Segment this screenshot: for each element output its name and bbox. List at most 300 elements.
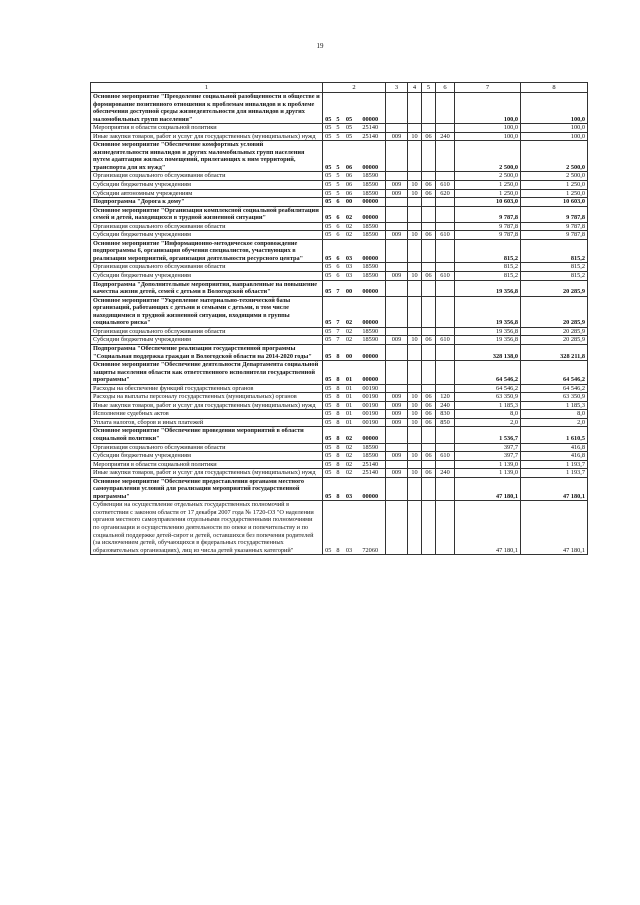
code-direction-cell: 25140	[356, 460, 386, 469]
code-program-cell: 05	[323, 393, 334, 402]
code-subprogram-cell: 6	[334, 206, 343, 222]
code-direction-cell: 00000	[356, 344, 386, 360]
code-subprogram-cell: 5	[334, 172, 343, 181]
subsection-code-cell: 06	[422, 181, 436, 190]
code-direction-cell: 00190	[356, 393, 386, 402]
subsection-code-cell	[422, 344, 436, 360]
department-code-cell	[386, 93, 408, 124]
expense-type-cell: 120	[436, 393, 455, 402]
amount-year1-cell: 10 603,0	[455, 198, 521, 207]
department-code-cell: 009	[386, 410, 408, 419]
amount-year1-cell: 100,0	[455, 132, 521, 141]
amount-year1-cell: 64 546,2	[455, 361, 521, 385]
code-program-cell: 05	[323, 222, 334, 231]
code-event-cell: 02	[343, 452, 356, 461]
amount-year1-cell: 19 356,8	[455, 280, 521, 296]
subsection-code-cell	[422, 222, 436, 231]
budget-table	[90, 82, 588, 555]
expense-type-cell: 850	[436, 418, 455, 427]
amount-year2-cell: 8,0	[521, 410, 588, 419]
expense-type-cell	[436, 198, 455, 207]
expense-type-cell	[436, 141, 455, 172]
amount-year2-cell: 9 787,8	[521, 231, 588, 240]
amount-year1-cell: 1 250,0	[455, 181, 521, 190]
code-direction-cell: 25140	[356, 124, 386, 133]
section-code-cell: 10	[408, 336, 422, 345]
code-subprogram-cell: 5	[334, 189, 343, 198]
amount-year1-cell: 100,0	[455, 124, 521, 133]
section-code-cell	[408, 239, 422, 263]
code-subprogram-cell: 6	[334, 198, 343, 207]
subsection-code-cell: 06	[422, 336, 436, 345]
table-row	[91, 189, 588, 198]
code-event-cell: 02	[343, 222, 356, 231]
row-name-cell: Основное мероприятие "Обеспечение предоставления органами местного самоуправления условий для реализации мероприятий государственной программы"	[91, 477, 323, 501]
table-row	[91, 501, 588, 555]
expense-type-cell: 610	[436, 181, 455, 190]
row-name-cell: Субсидии бюджетным учреждениям	[91, 336, 323, 345]
code-event-cell: 02	[343, 427, 356, 443]
row-name-cell: Организация социального обслуживания области	[91, 327, 323, 336]
expense-type-cell	[436, 93, 455, 124]
row-name-cell: Организация социального обслуживания области	[91, 172, 323, 181]
code-direction-cell: 00000	[356, 280, 386, 296]
code-direction-cell: 18590	[356, 263, 386, 272]
department-code-cell: 009	[386, 272, 408, 281]
expense-type-cell	[436, 172, 455, 181]
row-name-cell: Иные закупки товаров, работ и услуг для государственных (муниципальных) нужд	[91, 469, 323, 478]
table-row	[91, 401, 588, 410]
code-direction-cell: 00190	[356, 384, 386, 393]
row-name-cell: Основное мероприятие "Преодоление социальной разобщенности в обществе и формирование позитивного отношения к проблемам инвалидов и к проблеме обеспечения доступной среды жизнедеятельности для инвалидов и других маломобильных групп населения"	[91, 93, 323, 124]
code-program-cell: 05	[323, 336, 334, 345]
code-program-cell: 05	[323, 124, 334, 133]
section-code-cell	[408, 124, 422, 133]
code-event-cell: 03	[343, 501, 356, 555]
section-code-cell	[408, 222, 422, 231]
subsection-code-cell	[422, 263, 436, 272]
subsection-code-cell	[422, 124, 436, 133]
code-direction-cell: 18590	[356, 222, 386, 231]
department-code-cell: 009	[386, 132, 408, 141]
code-event-cell: 06	[343, 141, 356, 172]
amount-year1-cell: 9 787,8	[455, 231, 521, 240]
section-code-cell	[408, 327, 422, 336]
section-code-cell: 10	[408, 181, 422, 190]
code-subprogram-cell: 8	[334, 452, 343, 461]
code-subprogram-cell: 8	[334, 401, 343, 410]
expense-type-cell	[436, 124, 455, 133]
department-code-cell	[386, 460, 408, 469]
amount-year2-cell: 416,8	[521, 452, 588, 461]
code-event-cell: 01	[343, 361, 356, 385]
code-program-cell: 05	[323, 272, 334, 281]
department-code-cell: 009	[386, 231, 408, 240]
code-event-cell: 05	[343, 132, 356, 141]
code-program-cell: 05	[323, 93, 334, 124]
amount-year1-cell: 8,0	[455, 410, 521, 419]
code-event-cell: 03	[343, 239, 356, 263]
code-direction-cell: 18590	[356, 181, 386, 190]
subsection-code-cell: 06	[422, 393, 436, 402]
section-code-cell	[408, 141, 422, 172]
department-code-cell	[386, 280, 408, 296]
subsection-code-cell: 06	[422, 469, 436, 478]
department-code-cell	[386, 263, 408, 272]
department-code-cell	[386, 384, 408, 393]
table-row	[91, 344, 588, 360]
amount-year1-cell: 64 546,2	[455, 384, 521, 393]
header-cell: 6	[436, 83, 455, 93]
table-row	[91, 477, 588, 501]
subsection-code-cell	[422, 427, 436, 443]
code-direction-cell: 18590	[356, 272, 386, 281]
expense-type-cell	[436, 327, 455, 336]
code-subprogram-cell: 8	[334, 418, 343, 427]
department-code-cell	[386, 344, 408, 360]
code-program-cell: 05	[323, 384, 334, 393]
code-program-cell: 05	[323, 410, 334, 419]
subsection-code-cell	[422, 198, 436, 207]
code-program-cell: 05	[323, 443, 334, 452]
expense-type-cell	[436, 344, 455, 360]
code-direction-cell: 25140	[356, 132, 386, 141]
code-direction-cell: 00000	[356, 93, 386, 124]
row-name-cell: Подпрограмма "Дополнительные мероприятия, направленные на повышение качества жизни детей, семей с детьми в Вологодской области"	[91, 280, 323, 296]
subsection-code-cell	[422, 460, 436, 469]
code-subprogram-cell: 6	[334, 263, 343, 272]
subsection-code-cell: 06	[422, 132, 436, 141]
subsection-code-cell: 06	[422, 272, 436, 281]
section-code-cell: 10	[408, 132, 422, 141]
code-direction-cell: 00000	[356, 141, 386, 172]
code-program-cell: 05	[323, 418, 334, 427]
table-row	[91, 124, 588, 133]
department-code-cell	[386, 296, 408, 327]
expense-type-cell: 240	[436, 469, 455, 478]
code-program-cell: 05	[323, 401, 334, 410]
table-row	[91, 452, 588, 461]
amount-year2-cell: 64 546,2	[521, 384, 588, 393]
code-event-cell: 02	[343, 336, 356, 345]
expense-type-cell	[436, 206, 455, 222]
subsection-code-cell	[422, 280, 436, 296]
amount-year2-cell: 20 285,9	[521, 336, 588, 345]
expense-type-cell	[436, 222, 455, 231]
amount-year1-cell: 1 536,7	[455, 427, 521, 443]
section-code-cell	[408, 198, 422, 207]
table-header-row	[91, 83, 588, 93]
header-cell: 4	[408, 83, 422, 93]
amount-year1-cell: 815,2	[455, 239, 521, 263]
code-direction-cell: 00000	[356, 206, 386, 222]
code-direction-cell: 00190	[356, 410, 386, 419]
header-cell: 1	[91, 83, 323, 93]
code-subprogram-cell: 8	[334, 469, 343, 478]
code-program-cell: 05	[323, 452, 334, 461]
table-row	[91, 172, 588, 181]
expense-type-cell: 620	[436, 189, 455, 198]
expense-type-cell	[436, 361, 455, 385]
expense-type-cell: 240	[436, 132, 455, 141]
amount-year1-cell: 397,7	[455, 443, 521, 452]
subsection-code-cell: 06	[422, 452, 436, 461]
code-program-cell: 05	[323, 198, 334, 207]
section-code-cell	[408, 501, 422, 555]
section-code-cell	[408, 477, 422, 501]
code-direction-cell: 00190	[356, 418, 386, 427]
section-code-cell: 10	[408, 231, 422, 240]
row-name-cell: Основное мероприятие "Обеспечение деятельности Департамента социальной защиты населения области как ответственного исполнителя государственной программы"	[91, 361, 323, 385]
code-program-cell: 05	[323, 263, 334, 272]
row-name-cell: Расходы на обеспечение функций государственных органов	[91, 384, 323, 393]
department-code-cell: 009	[386, 336, 408, 345]
code-subprogram-cell: 8	[334, 460, 343, 469]
code-direction-cell: 18590	[356, 172, 386, 181]
section-code-cell	[408, 93, 422, 124]
code-program-cell: 05	[323, 231, 334, 240]
department-code-cell: 009	[386, 452, 408, 461]
amount-year2-cell: 815,2	[521, 272, 588, 281]
code-subprogram-cell: 5	[334, 181, 343, 190]
department-code-cell	[386, 361, 408, 385]
code-event-cell: 02	[343, 296, 356, 327]
code-program-cell: 05	[323, 344, 334, 360]
amount-year1-cell: 1 185,3	[455, 401, 521, 410]
code-program-cell: 05	[323, 239, 334, 263]
amount-year1-cell: 19 356,8	[455, 327, 521, 336]
header-cell: 2	[323, 83, 386, 93]
subsection-code-cell	[422, 443, 436, 452]
row-name-cell: Мероприятия в области социальной политики	[91, 124, 323, 133]
expense-type-cell	[436, 280, 455, 296]
code-event-cell: 02	[343, 206, 356, 222]
code-program-cell: 05	[323, 181, 334, 190]
table-row	[91, 443, 588, 452]
amount-year2-cell: 20 285,9	[521, 327, 588, 336]
expense-type-cell	[436, 460, 455, 469]
code-subprogram-cell: 8	[334, 427, 343, 443]
table-row	[91, 181, 588, 190]
row-name-cell: Иные закупки товаров, работ и услуг для государственных (муниципальных) нужд	[91, 401, 323, 410]
section-code-cell: 10	[408, 393, 422, 402]
code-event-cell: 02	[343, 460, 356, 469]
code-program-cell: 05	[323, 141, 334, 172]
department-code-cell	[386, 141, 408, 172]
code-direction-cell: 00000	[356, 477, 386, 501]
code-program-cell: 05	[323, 460, 334, 469]
code-program-cell: 05	[323, 296, 334, 327]
row-name-cell: Организация социального обслуживания области	[91, 222, 323, 231]
code-event-cell: 06	[343, 189, 356, 198]
code-direction-cell: 00000	[356, 296, 386, 327]
expense-type-cell: 610	[436, 231, 455, 240]
table-row	[91, 361, 588, 385]
code-event-cell: 01	[343, 418, 356, 427]
row-name-cell: Субвенции на осуществление отдельных государственных полномочий в соответствии с законом области от 17 декабря 2007 года № 1720-ОЗ "О наделении органов местного самоуправления отдельными государственными полномочиями по организации и осуществлению деятельности по опеке и попечительству и по социальной поддержке детей-сирот и детей, оставшихся без попечения родителей (за исключением детей, обучающихся в федеральных государственных образовательных организациях), лиц из числа детей указанных категорий"	[91, 501, 323, 555]
subsection-code-cell	[422, 327, 436, 336]
code-program-cell: 05	[323, 427, 334, 443]
code-event-cell: 00	[343, 198, 356, 207]
row-name-cell: Расходы на выплаты персоналу государственных (муниципальных) органов	[91, 393, 323, 402]
amount-year1-cell: 815,2	[455, 263, 521, 272]
subsection-code-cell	[422, 141, 436, 172]
header-cell: 7	[455, 83, 521, 93]
amount-year2-cell: 2 500,0	[521, 172, 588, 181]
department-code-cell	[386, 222, 408, 231]
code-direction-cell: 18590	[356, 452, 386, 461]
table-row	[91, 460, 588, 469]
code-subprogram-cell: 8	[334, 384, 343, 393]
amount-year2-cell: 1 610,5	[521, 427, 588, 443]
section-code-cell: 10	[408, 452, 422, 461]
code-direction-cell: 00000	[356, 361, 386, 385]
amount-year2-cell: 20 285,9	[521, 296, 588, 327]
table-row	[91, 427, 588, 443]
subsection-code-cell	[422, 384, 436, 393]
row-name-cell: Субсидии бюджетным учреждениям	[91, 272, 323, 281]
amount-year2-cell: 9 787,8	[521, 206, 588, 222]
department-code-cell	[386, 239, 408, 263]
department-code-cell: 009	[386, 393, 408, 402]
table-row	[91, 239, 588, 263]
code-event-cell: 01	[343, 401, 356, 410]
subsection-code-cell	[422, 93, 436, 124]
code-program-cell: 05	[323, 327, 334, 336]
table-row	[91, 231, 588, 240]
code-subprogram-cell: 5	[334, 132, 343, 141]
code-event-cell: 01	[343, 410, 356, 419]
subsection-code-cell	[422, 501, 436, 555]
amount-year1-cell: 1 139,0	[455, 469, 521, 478]
table-row	[91, 206, 588, 222]
row-name-cell: Субсидии бюджетным учреждениям	[91, 452, 323, 461]
table-row	[91, 418, 588, 427]
amount-year1-cell: 63 350,9	[455, 393, 521, 402]
table-row	[91, 132, 588, 141]
section-code-cell: 10	[408, 272, 422, 281]
subsection-code-cell	[422, 477, 436, 501]
code-program-cell: 05	[323, 361, 334, 385]
expense-type-cell	[436, 296, 455, 327]
section-code-cell: 10	[408, 469, 422, 478]
page-number: 19	[316, 42, 324, 50]
department-code-cell	[386, 501, 408, 555]
expense-type-cell: 610	[436, 336, 455, 345]
amount-year2-cell: 1 250,0	[521, 189, 588, 198]
code-event-cell: 00	[343, 280, 356, 296]
code-direction-cell: 00000	[356, 239, 386, 263]
code-direction-cell: 25140	[356, 469, 386, 478]
amount-year2-cell: 100,0	[521, 124, 588, 133]
code-event-cell: 02	[343, 443, 356, 452]
code-subprogram-cell: 8	[334, 443, 343, 452]
header-cell: 5	[422, 83, 436, 93]
code-event-cell: 06	[343, 181, 356, 190]
table-row	[91, 469, 588, 478]
amount-year1-cell: 1 139,0	[455, 460, 521, 469]
section-code-cell	[408, 280, 422, 296]
department-code-cell: 009	[386, 181, 408, 190]
code-direction-cell: 00000	[356, 427, 386, 443]
row-name-cell: Основное мероприятие "Организация комплексной социальной реабилитации семей и детей, находящихся в трудной жизненной ситуации"	[91, 206, 323, 222]
amount-year2-cell: 328 211,8	[521, 344, 588, 360]
code-subprogram-cell: 5	[334, 141, 343, 172]
amount-year1-cell: 1 250,0	[455, 189, 521, 198]
subsection-code-cell: 06	[422, 231, 436, 240]
department-code-cell: 009	[386, 418, 408, 427]
code-program-cell: 05	[323, 501, 334, 555]
department-code-cell	[386, 206, 408, 222]
row-name-cell: Основное мероприятие "Укрепление материально-технической базы организаций, работающих с детьми и семьями с детьми, в том числе находящимися в трудной жизненной ситуации, входящими в группы социального риска"	[91, 296, 323, 327]
table-row	[91, 410, 588, 419]
amount-year2-cell: 1 193,7	[521, 469, 588, 478]
code-subprogram-cell: 8	[334, 344, 343, 360]
table-row	[91, 272, 588, 281]
department-code-cell	[386, 172, 408, 181]
code-program-cell: 05	[323, 172, 334, 181]
code-subprogram-cell: 8	[334, 361, 343, 385]
row-name-cell: Иные закупки товаров, работ и услуг для государственных (муниципальных) нужд	[91, 132, 323, 141]
amount-year2-cell: 47 180,1	[521, 477, 588, 501]
row-name-cell: Организация социального обслуживания области	[91, 443, 323, 452]
code-event-cell: 05	[343, 124, 356, 133]
department-code-cell	[386, 124, 408, 133]
row-name-cell: Исполнение судебных актов	[91, 410, 323, 419]
code-event-cell: 03	[343, 272, 356, 281]
code-direction-cell: 18590	[356, 327, 386, 336]
table-row	[91, 141, 588, 172]
code-event-cell: 03	[343, 477, 356, 501]
expense-type-cell: 240	[436, 401, 455, 410]
code-program-cell: 05	[323, 477, 334, 501]
code-subprogram-cell: 8	[334, 410, 343, 419]
expense-type-cell	[436, 443, 455, 452]
section-code-cell	[408, 427, 422, 443]
table-row	[91, 327, 588, 336]
row-name-cell: Субсидии бюджетным учреждениям	[91, 181, 323, 190]
department-code-cell	[386, 327, 408, 336]
code-subprogram-cell: 6	[334, 231, 343, 240]
row-name-cell: Основное мероприятие "Обеспечение проведения мероприятий в области социальной политики"	[91, 427, 323, 443]
row-name-cell: Уплата налогов, сборов и иных платежей	[91, 418, 323, 427]
subsection-code-cell	[422, 296, 436, 327]
amount-year2-cell: 64 546,2	[521, 361, 588, 385]
department-code-cell	[386, 198, 408, 207]
amount-year2-cell: 47 180,1	[521, 501, 588, 555]
code-program-cell: 05	[323, 132, 334, 141]
code-direction-cell: 18590	[356, 189, 386, 198]
code-direction-cell: 18590	[356, 336, 386, 345]
code-event-cell: 05	[343, 93, 356, 124]
amount-year1-cell: 2 500,0	[455, 141, 521, 172]
amount-year2-cell: 63 350,9	[521, 393, 588, 402]
amount-year2-cell: 2 500,0	[521, 141, 588, 172]
code-subprogram-cell: 5	[334, 93, 343, 124]
section-code-cell: 10	[408, 189, 422, 198]
section-code-cell	[408, 344, 422, 360]
department-code-cell: 009	[386, 401, 408, 410]
expense-type-cell	[436, 427, 455, 443]
amount-year1-cell: 19 356,8	[455, 296, 521, 327]
expense-type-cell: 610	[436, 452, 455, 461]
table-row	[91, 93, 588, 124]
amount-year2-cell: 1 193,7	[521, 460, 588, 469]
code-direction-cell: 00000	[356, 198, 386, 207]
department-code-cell	[386, 477, 408, 501]
amount-year1-cell: 19 356,8	[455, 336, 521, 345]
table-row	[91, 222, 588, 231]
